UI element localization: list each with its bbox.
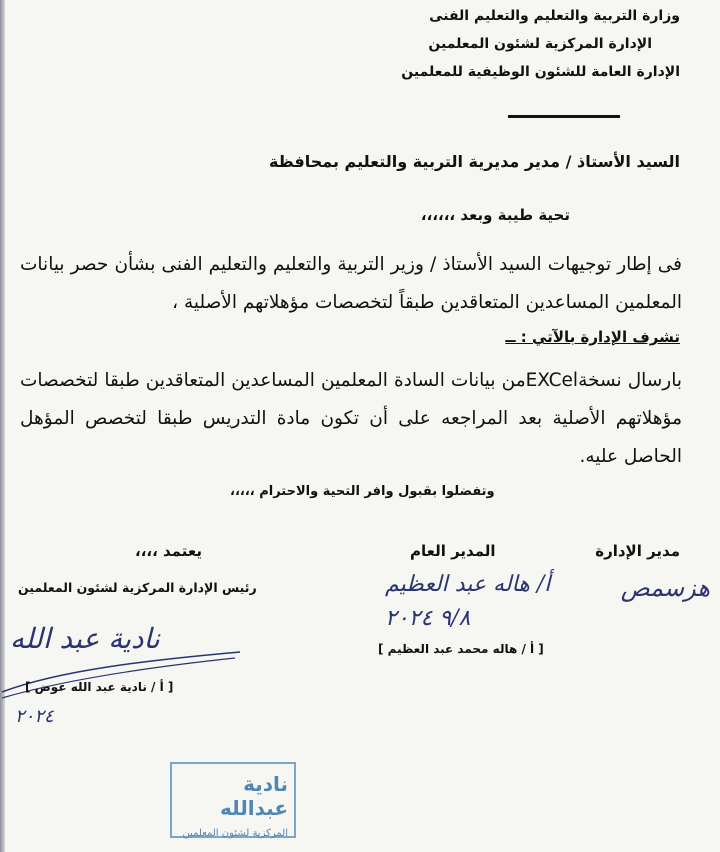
closing: وتفضلوا بقبول وافر التحية والاحترام ،،،،،: [230, 484, 495, 499]
general-manager-signature: أ/ هاله عبد العظيم: [385, 572, 551, 597]
page-edge: [0, 0, 5, 852]
addressee: السيد الأستاذ / مدير مديرية التربية والتعليم بمحافظة: [268, 152, 680, 171]
stamp-name: نادية عبدالله: [219, 772, 288, 820]
dept-manager-title: مدير الإدارة: [595, 542, 680, 560]
paragraph-2: بارسال نسخةEXCelمن بيانات السادة المعلمين المساعدين المتعاقدين طبقا لتخصصات مؤهلاتهم الأصلية بعد المراجعه على أن تكون مادة التدريس طبقا لتخصص المؤهل الحاصل عليه.: [20, 370, 682, 467]
dept-manager-signature: هزسمص: [620, 574, 710, 602]
central-department: الإدارة المركزية لشئون المعلمين: [428, 36, 652, 52]
greeting: تحية طيبة وبعد ،،،،،،: [420, 206, 570, 224]
approver-signature: نادية عبد الله: [10, 622, 160, 655]
approver-title: يعتمد ،،،،: [135, 542, 202, 560]
approver-role: رئيس الإدارة المركزية لشئون المعلمين: [18, 580, 257, 595]
official-stamp: [170, 762, 296, 838]
stamp-department: المركزية لشئون المعلمين: [182, 828, 288, 839]
general-manager-date: ٩/٨ ٢٠٢٤: [385, 606, 471, 631]
general-manager-name: [ أ / هاله محمد عبد العظيم ]: [378, 642, 544, 656]
approver-date: ٢٠٢٤: [15, 706, 54, 727]
general-department: الإدارة العامة للشئون الوظيفية للمعلمين: [401, 64, 680, 80]
paragraph-1: فى إطار توجيهات السيد الأستاذ / وزير التربية والتعليم والتعليم الفنى بشأن حصر بيانات المعلمين المساعدين المتعاقدين طبقاً لتخصصات مؤهلاتهم الأصلية ،: [20, 254, 682, 313]
ministry-name: وزارة التربية والتعليم والتعليم الفنى: [429, 8, 680, 24]
request-heading: تشرف الإدارة بالآتي : ــ: [505, 328, 680, 346]
approver-name: [ أ / نادية عبد الله عوض ]: [25, 680, 174, 694]
header-divider: [508, 115, 620, 118]
general-manager-title: المدير العام: [410, 542, 496, 560]
